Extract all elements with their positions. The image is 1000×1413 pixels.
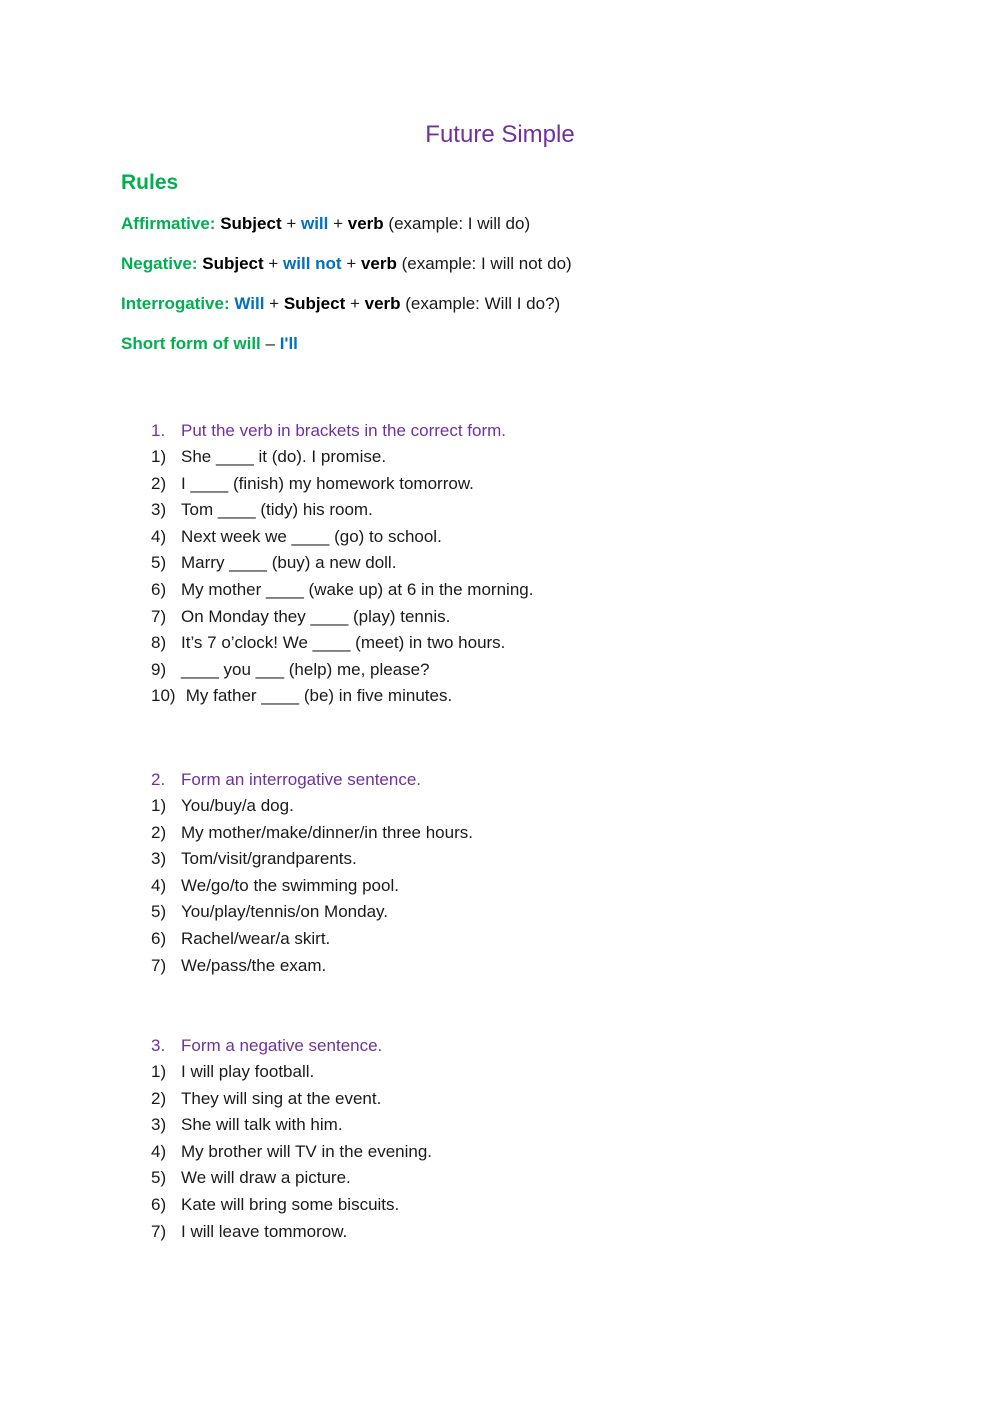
list-item [151,577,931,604]
item-text: Marry ____ (buy) a new doll. [181,553,397,573]
rule-dash: – [260,334,280,353]
item-number: 4) [151,526,167,546]
list-item [151,926,931,953]
item-text: ____ you ___ (help) me, please? [181,659,430,679]
rule-plus: + [341,254,361,273]
rule-label: Interrogative: [121,294,230,313]
item-text: We will draw a picture. [181,1168,351,1188]
rule-negative [121,254,572,274]
list-item [151,953,931,980]
item-number: 2) [151,1088,167,1108]
item-text: Next week we ____ (go) to school. [181,526,442,546]
list-item [151,1059,931,1086]
list-item [151,444,931,471]
item-number: 7) [151,606,167,626]
rule-affirmative [121,214,530,234]
rule-plus: + [281,214,301,233]
item-text: You/buy/a dog. [181,796,294,815]
item-number: 7) [151,1221,167,1241]
list-item [151,1086,931,1113]
section-title [151,1032,931,1059]
item-text: On Monday they ____ (play) tennis. [181,606,451,626]
section-title [151,766,931,793]
rule-plus: + [345,294,365,313]
item-text: Kate will bring some biscuits. [181,1194,400,1214]
rule-verb: verb [364,294,401,313]
list-item [151,497,931,524]
rule-will: will [300,214,329,233]
section-title-text: Form a negative sentence. [181,1036,383,1055]
item-text: My father ____ (be) in five minutes. [181,686,453,706]
list-item [151,846,931,873]
list-item [151,873,931,900]
rule-example: (example: Will I do?) [400,294,561,313]
item-text: Tom ____ (tidy) his room. [181,500,373,520]
list-item [151,1219,931,1246]
item-number: 3) [151,500,167,520]
list-item [151,820,931,847]
rule-interrogative [121,294,560,314]
item-text: We/pass/the exam. [181,955,327,975]
list-item [151,550,931,577]
item-number: 6) [151,579,167,599]
item-number: 5) [151,1168,167,1188]
item-text: I ____ (finish) my homework tomorrow. [181,473,474,493]
item-number: 3) [151,1115,167,1135]
item-number: 4) [151,1141,167,1161]
item-number: 5) [151,553,167,573]
item-number: 2) [151,822,167,842]
rule-label: Affirmative: [121,214,216,233]
item-number: 6) [151,928,167,948]
rule-subject: Subject [220,214,282,233]
item-text: It’s 7 o’clock! We ____ (meet) in two hours. [181,633,506,653]
item-number: 2) [151,473,167,493]
rule-will: Will [234,294,265,313]
rule-short-value: I'll [279,334,298,353]
item-number: 1) [151,447,167,466]
item-text: I will leave tommorow. [181,1221,348,1241]
item-text: You/play/tennis/on Monday. [181,902,388,922]
list-item [151,1192,931,1219]
item-text: My brother will TV in the evening. [181,1141,433,1161]
list-item [151,1139,931,1166]
item-number: 1) [151,1062,167,1081]
list-item [151,899,931,926]
section-number: 1. [151,421,166,440]
rule-plus: + [263,254,284,273]
page-title: Future Simple [425,121,575,148]
section-title [151,417,931,444]
rule-label: Negative: [121,254,198,273]
rule-example: (example: I will do) [383,214,531,233]
section-number: 3. [151,1036,166,1055]
item-number: 6) [151,1194,167,1214]
item-text: Rachel/wear/a skirt. [181,928,331,948]
item-text: My mother ____ (wake up) at 6 in the morning. [181,579,534,599]
item-number: 5) [151,902,167,922]
section-title-text: Put the verb in brackets in the correct form. [181,421,507,440]
item-text: She will talk with him. [181,1115,343,1135]
item-number: 1) [151,796,167,815]
item-number: 10) [151,686,176,706]
rule-verb: verb [360,254,397,273]
list-item [151,630,931,657]
rule-subject: Subject [202,254,264,273]
rule-subject: Subject [283,294,346,313]
section-title-text: Form an interrogative sentence. [181,770,422,789]
item-number: 3) [151,849,167,869]
rule-verb: verb [347,214,384,233]
exercise-section-1 [151,417,931,710]
list-item [151,657,931,684]
rule-plus: + [328,214,348,233]
rule-short-form [121,334,298,354]
list-item [151,1165,931,1192]
item-number: 8) [151,633,167,653]
rules-heading: Rules [121,171,179,194]
exercise-section-2 [151,766,931,979]
item-number: 7) [151,955,167,975]
rule-label: Short form of will [121,334,261,353]
rule-example: (example: I will not do) [396,254,572,273]
item-text: My mother/make/dinner/in three hours. [181,822,473,842]
item-text: She ____ it (do). I promise. [181,447,387,466]
rule-plus: + [264,294,284,313]
list-item [151,793,931,820]
item-text: They will sing at the event. [181,1088,382,1108]
item-text: Tom/visit/grandparents. [181,849,357,869]
item-number: 9) [151,659,167,679]
item-text: We/go/to the swimming pool. [181,875,399,895]
item-number: 4) [151,875,167,895]
list-item [151,524,931,551]
list-item [151,1112,931,1139]
section-number: 2. [151,770,166,789]
list-item [151,683,931,710]
exercise-section-3 [151,1032,931,1245]
list-item [151,604,931,631]
list-item [151,471,931,498]
item-text: I will play football. [181,1062,315,1081]
rule-will: will not [283,254,342,273]
